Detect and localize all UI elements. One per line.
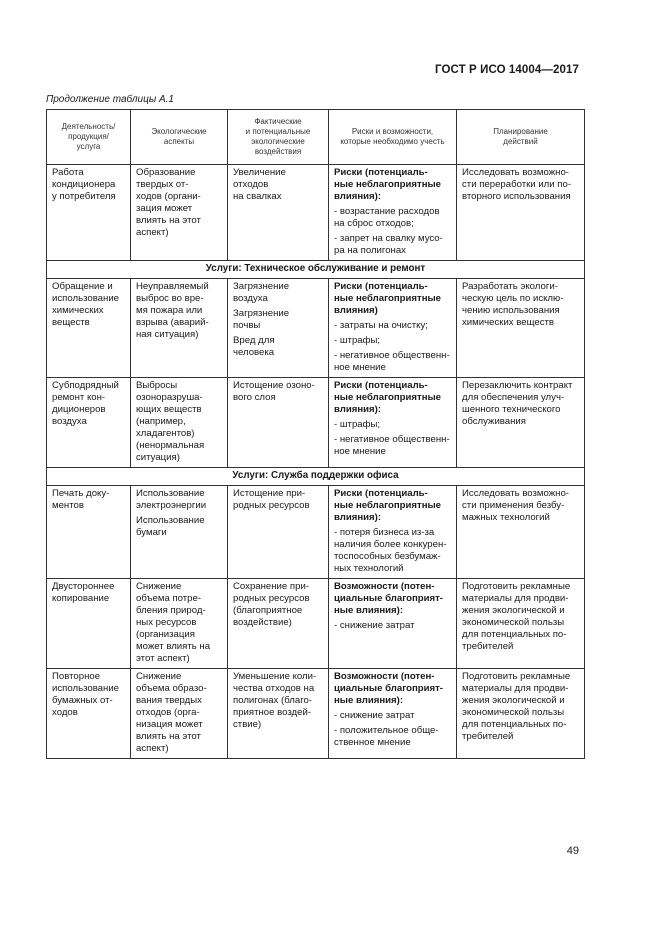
risks-cell [329,279,457,378]
aspects-cell: Образование твердых от- ходов (органи- зация может влиять на этот аспект) [131,165,228,261]
column-header-activity: Деятельность/ продукция/ услуга [47,110,131,165]
risk-item: - потеря бизнеса из-за наличия более конкурен- тоспособных безбумаж- ных технологий [334,527,447,574]
activity-cell: Обращение и использование химических веществ [47,279,131,378]
column-header-risks: Риски и возможности, которые необходимо учесть [329,110,457,165]
risk-item: - штрафы; [334,335,381,346]
impacts-cell: Увеличение отходов на свалках [228,165,329,261]
risk-item: - возрастание расходов на сброс отходов; [334,206,440,229]
table-row [47,165,585,261]
aspects-cell: Неуправляемый выброс во вре- мя пожара или взрыва (аварий- ная ситуация) [131,279,228,378]
impacts-cell: Уменьшение коли- чества отходов на полигонах (благо- приятное воздей- ствие) [228,669,329,759]
risk-item: - негативное общественн- ное мнение [334,350,450,373]
aspects-cell: Выбросы озоноразруша- ющих веществ (например, хладагентов) (ненормальная ситуация) [131,378,228,468]
activity-cell: Повторное использование бумажных от- ходов [47,669,131,759]
impacts-cell: Сохранение при- родных ресурсов (благоприятное воздействие) [228,579,329,669]
impact-item: Загрязнение воздуха [233,281,290,304]
risk-item: - затраты на очистку; [334,320,428,331]
risks-table [46,109,585,759]
risks-heading: Риски (потенциаль- ные неблагоприятные влияния) [334,281,442,316]
table-row [47,669,585,759]
risk-item: - запрет на свалку мусо- ра на полигонах [334,233,443,256]
actions-cell: Разработать экологи- ческую цель по исклю- чению использования химических веществ [457,279,585,378]
page-number: 49 [566,845,579,857]
actions-cell: Исследовать возможно- сти переработки или по- вторного использования [457,165,585,261]
column-header-aspects: Экологические аспекты [131,110,228,165]
impacts-cell: Истощение при- родных ресурсов [228,486,329,579]
table-row [47,486,585,579]
section-row [47,468,585,486]
aspects-cell [131,486,228,579]
opportunities-heading: Возможности (потен- циальные благоприят- ные влияния): [334,671,444,706]
impacts-cell [228,279,329,378]
actions-cell: Подготовить рекламные материалы для продви- жения экологической и экономической пользы для потенциальных по- требителей [457,579,585,669]
column-header-impacts: Фактические и потенциальные экологические воздействия [228,110,329,165]
impact-item: Загрязнение почвы [233,308,290,331]
aspect-item: Использование электроэнергии [136,488,207,511]
opportunity-item: - снижение затрат [334,710,415,721]
table-row [47,378,585,468]
aspects-cell: Снижение объема потре- бления природ- ных ресурсов (организация может влиять на этот аспект) [131,579,228,669]
risks-cell [329,165,457,261]
table-header-row [47,110,585,165]
document-header: ГОСТ Р ИСО 14004—2017 [434,64,579,76]
activity-cell: Печать доку- ментов [47,486,131,579]
table-row [47,279,585,378]
risks-heading: Риски (потенциаль- ные неблагоприятные влияния): [334,167,442,202]
aspects-cell: Снижение объема образо- вания твердых отходов (орга- низация может влиять на этот аспект) [131,669,228,759]
section-heading-maintenance: Услуги: Техническое обслуживание и ремонт [47,261,585,279]
column-header-actions: Планирование действий [457,110,585,165]
risks-cell [329,378,457,468]
activity-cell: Работа кондиционера у потребителя [47,165,131,261]
opportunity-item: - положительное обще- ственное мнение [334,725,439,748]
activity-cell: Двустороннее копирование [47,579,131,669]
section-row [47,261,585,279]
risk-item: - штрафы; [334,419,381,430]
impact-item: Вред для человека [233,335,275,358]
actions-cell: Исследовать возможно- сти применения безбу- мажных технологий [457,486,585,579]
risk-item: - негативное общественн- ное мнение [334,434,450,457]
opportunities-cell [329,669,457,759]
section-heading-office: Услуги: Служба поддержки офиса [47,468,585,486]
actions-cell: Перезаключить контракт для обеспечения улуч- шенного технического обслуживания [457,378,585,468]
actions-cell: Подготовить рекламные материалы для продви- жения экологической и экономической пользы для потенциальных по- требителей [457,669,585,759]
risks-heading: Риски (потенциаль- ные неблагоприятные влияния): [334,488,442,523]
opportunity-item: - снижение затрат [334,620,415,631]
opportunities-cell [329,579,457,669]
risks-heading: Риски (потенциаль- ные неблагоприятные влияния): [334,380,442,415]
impacts-cell: Истощение озоно- вого слоя [228,378,329,468]
risks-cell [329,486,457,579]
aspect-item: Использование бумаги [136,515,205,538]
activity-cell: Субподрядный ремонт кон- диционеров воздуха [47,378,131,468]
table-row [47,579,585,669]
table-caption: Продолжение таблицы А.1 [46,94,174,105]
opportunities-heading: Возможности (потен- циальные благоприят- ные влияния): [334,581,444,616]
